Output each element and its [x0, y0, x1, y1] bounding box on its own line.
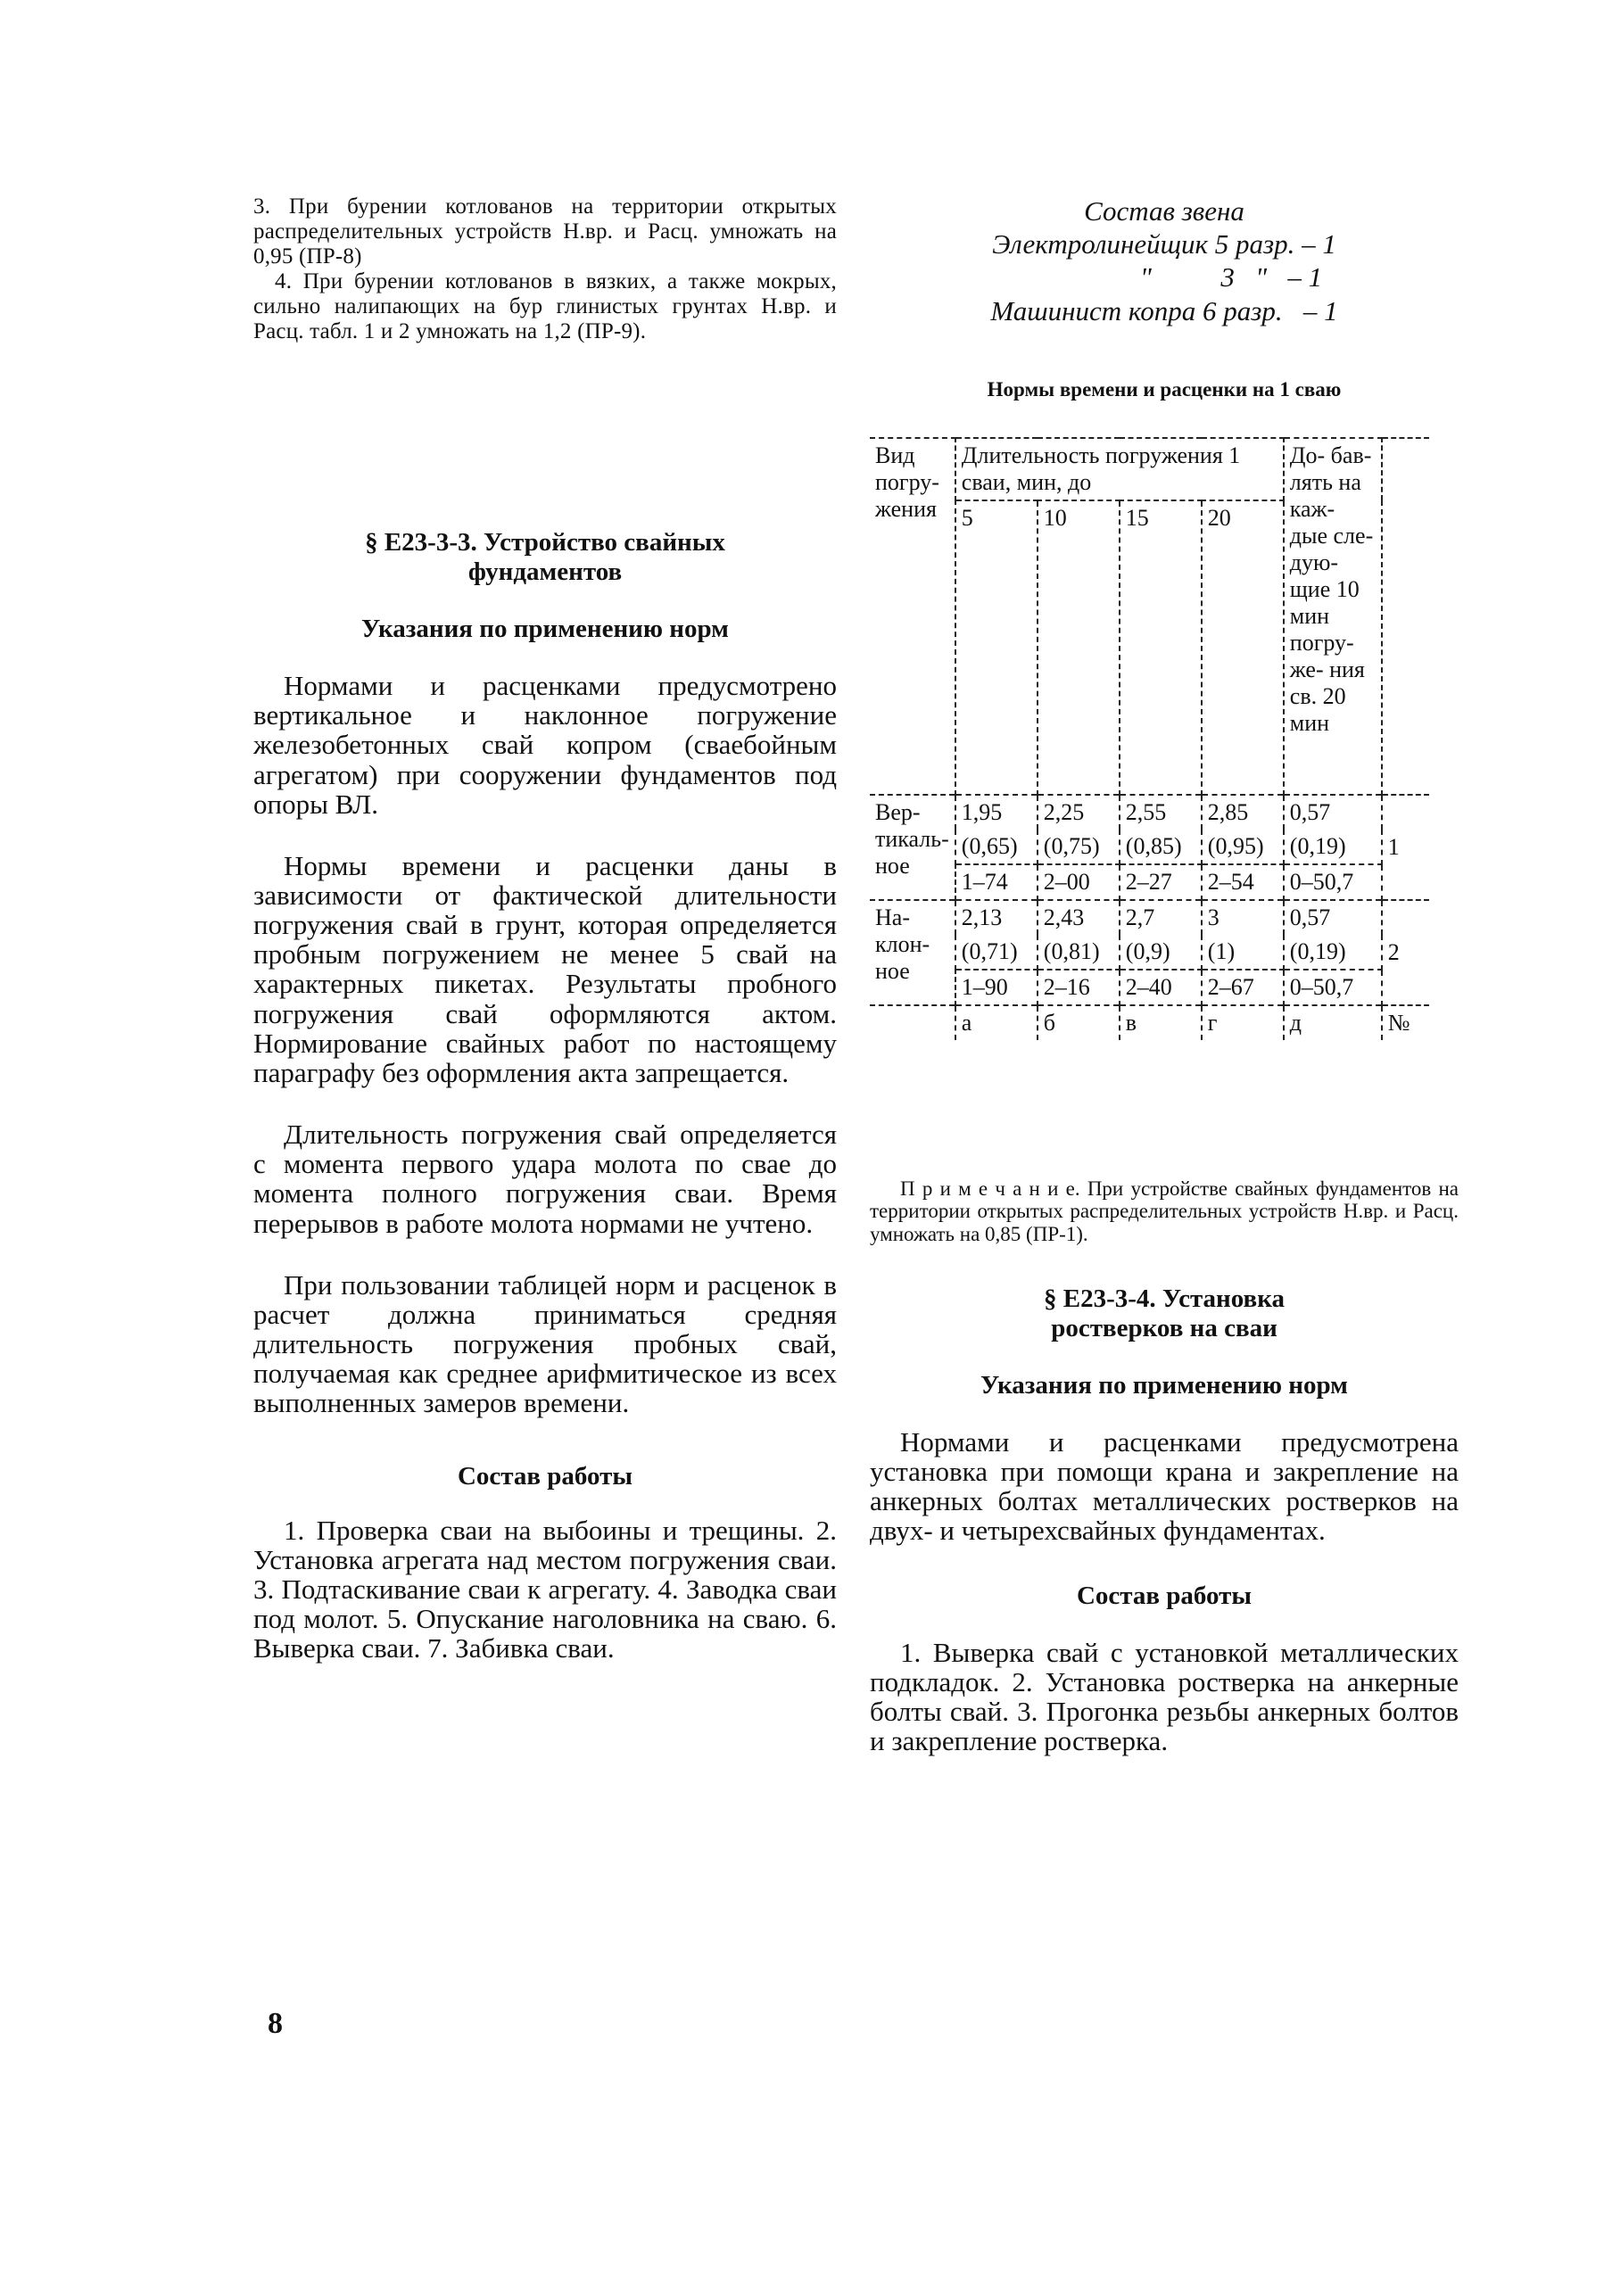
paragraph: При пользовании таблицей норм и расценок в расчет должна приниматься средняя длительность погружения пробных свай, получаемая как среднее арифмитическое из всех выполненных замеров времени. — [253, 1268, 837, 1419]
row-number: 1 — [1382, 795, 1429, 900]
page-number: 8 — [268, 2007, 283, 2040]
cell: 2,25 — [1038, 795, 1120, 830]
column-letter: г — [1202, 1005, 1284, 1040]
norms-table — [870, 437, 1429, 1040]
cell: (0,85) — [1120, 830, 1202, 864]
section-e23-3-3 — [253, 528, 837, 1664]
cell: 0,57 — [1284, 900, 1382, 935]
cell: 1,95 — [955, 795, 1038, 830]
section-e23-3-4-block — [870, 1177, 1459, 1756]
cell: (0,75) — [1038, 830, 1120, 864]
column-letter: б — [1038, 1005, 1120, 1040]
row-number: 2 — [1382, 900, 1429, 1005]
header-kind: Вид погру- жения — [870, 438, 955, 795]
table-note: П р и м е ч а н и е. При устройстве свайных фундаментов на территории открытых распределительных устройств Н.вр. и Расц. умножать на 0,85 (ПР-1). — [870, 1177, 1459, 1245]
cell: 2–40 — [1120, 970, 1202, 1005]
paragraph: Нормы времени и расценки даны в зависимости от фактической длительности погружения свай в грунт, которая определяется пробным погружением не менее 5 свай на характерных пикетах. Результаты пробного погружения свай оформляются актом. Нормирование свайных работ по настоящему параграфу без оформления акта запрещается. — [253, 849, 837, 1088]
note-item-4: 4. При бурении котлованов в вязких, а также мокрых, сильно налипающих на бур глинистых грунтах Н.вр. и Расц. табл. 1 и 2 умножать на 1,2 (ПР-9). — [253, 269, 837, 343]
column-letter: а — [955, 1005, 1038, 1040]
paragraph: Нормами и расценками предусмотрено вертикальное и наклонное погружение железобетонных свай копром (сваебойным агрегатом) при сооружении фундаментов под опоры ВЛ. — [253, 670, 837, 820]
cell: (0,81) — [1038, 935, 1120, 970]
paragraph: Нормами и расценками предусмотрена установка при помощи крана и закрепление на анкерных болтах металлических ростверков на двух- и четырехсвайных фундаментах. — [870, 1425, 1459, 1547]
cell: 0–50,7 — [1284, 864, 1382, 900]
cell: 2,85 — [1202, 795, 1284, 830]
row-kind-vertical: Вер- тикаль- ное — [870, 795, 955, 900]
guide-title: Указания по применению норм — [980, 1370, 1348, 1400]
work-text: 1. Проверка сваи на выбоины и трещины. 2. Установка агрегата над местом погружения сваи. 3. Подтаскивание сваи к агрегату. 4. Заводка сваи под молот. 5. Опускание наголовника на сваю. 6. Выверка сваи. 7. Забивка сваи. — [253, 1514, 837, 1664]
column-letter: в — [1120, 1005, 1202, 1040]
cell: 2–16 — [1038, 970, 1120, 1005]
col-20: 20 — [1202, 500, 1284, 795]
header-duration: Длительность погружения 1 сваи, мин, до — [955, 438, 1284, 500]
cell: (0,95) — [1202, 830, 1284, 864]
column-letter: № — [1382, 1005, 1429, 1040]
cell: 3 — [1202, 900, 1284, 935]
header-add: До- бав- лять на каж- дые сле- дую- щие 10 мин погру- же- ния св. 20 мин — [1284, 438, 1382, 795]
work-title: Состав работы — [1076, 1581, 1253, 1610]
cell: 0,57 — [1284, 795, 1382, 830]
row-kind-inclined: На- клон- ное — [870, 900, 955, 1005]
cell: (0,71) — [955, 935, 1038, 970]
cell: 2,7 — [1120, 900, 1202, 935]
crew-block — [870, 194, 1459, 327]
cell: 0–50,7 — [1284, 970, 1382, 1005]
cell: (0,9) — [1120, 935, 1202, 970]
left-top-notes — [253, 194, 837, 344]
cell: 2–00 — [1038, 864, 1120, 900]
section-title: § Е23-3-4. Установка ростверков на сваи — [1044, 1284, 1285, 1343]
paragraph: Длительность погружения свай определяется с момента первого удара молота по свае до момента полного погружения сваи. Время перерывов в работе молота нормами не учтено. — [253, 1119, 837, 1239]
table-caption: Нормы времени и расценки на 1 сваю — [987, 378, 1342, 401]
cell: (0,65) — [955, 830, 1038, 864]
cell: 2–27 — [1120, 864, 1202, 900]
crew-line: " 3 " – 1 — [1139, 261, 1323, 293]
col-15: 15 — [1120, 500, 1202, 795]
cell: 1–74 — [955, 864, 1038, 900]
work-text: 1. Выверка свай с установкой металлических подкладок. 2. Установка ростверка на анкерные болты свай. 3. Прогонка резьбы анкерных болтов и закрепление ростверка. — [870, 1636, 1459, 1757]
guide-title: Указания по применению норм — [361, 614, 729, 643]
section-title: § Е23-3-3. Устройство свайных фундаментов — [365, 528, 725, 587]
col-10: 10 — [1038, 500, 1120, 795]
cell: (1) — [1202, 935, 1284, 970]
cell: 1–90 — [955, 970, 1038, 1005]
cell: 2,13 — [955, 900, 1038, 935]
crew-line: Электролинейщик 5 разр. – 1 — [992, 228, 1336, 260]
crew-line: Машинист копра 6 разр. – 1 — [990, 294, 1338, 326]
cell: (0,19) — [1284, 830, 1382, 864]
cell: (0,19) — [1284, 935, 1382, 970]
cell: 2–67 — [1202, 970, 1284, 1005]
cell: 2–54 — [1202, 864, 1284, 900]
column-letter: д — [1284, 1005, 1382, 1040]
crew-title: Состав звена — [1084, 195, 1244, 227]
cell: 2,55 — [1120, 795, 1202, 830]
note-item-3: 3. При бурении котлованов на территории открытых распределительных устройств Н.вр. и Расц. умножать на 0,95 (ПР-8) — [253, 194, 837, 268]
col-5: 5 — [955, 500, 1038, 795]
cell: 2,43 — [1038, 900, 1120, 935]
work-title: Состав работы — [457, 1462, 633, 1491]
